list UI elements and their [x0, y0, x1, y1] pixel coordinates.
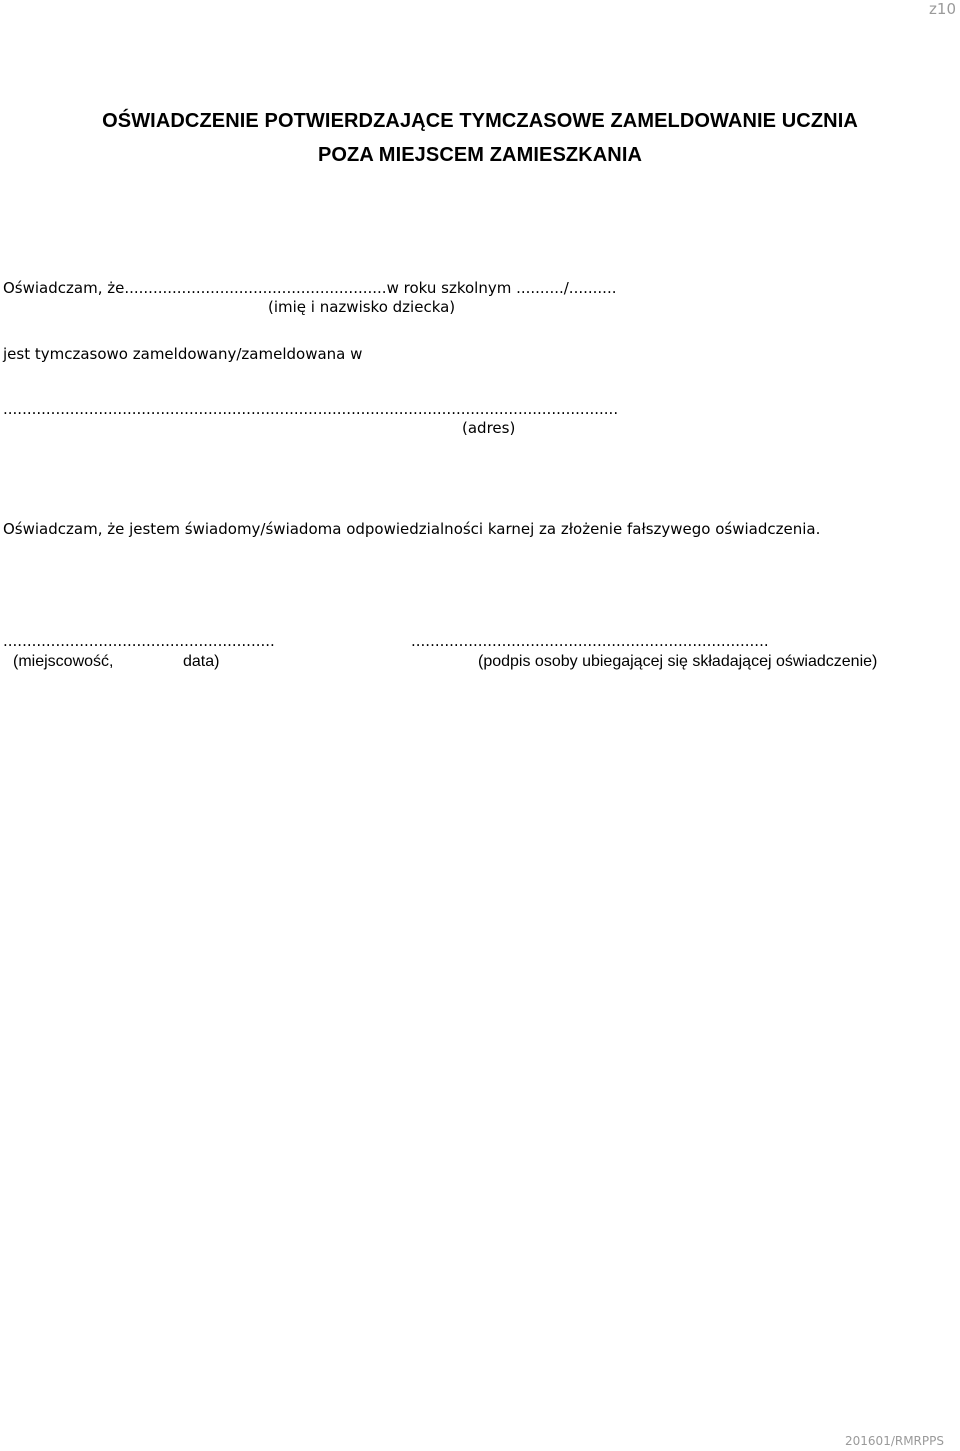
address-fill-line: .................................................................................................................................	[3, 400, 619, 418]
place-date-fill-line: .........................................................	[3, 632, 275, 650]
statement-registered-line: jest tymczasowo zameldowany/zameldowana w	[3, 345, 363, 363]
footer-code: 201601/RMRPPS	[845, 1434, 944, 1448]
caption-child-name: (imię i nazwisko dziecka)	[268, 298, 456, 316]
signature-fill-line: ...........................................................................	[411, 632, 769, 650]
caption-place: (miejscowość,	[13, 653, 114, 670]
caption-address: (adres)	[462, 419, 516, 437]
statement-child-name-line: Oświadczam, że.......................................................w roku szkolnym ........../..........	[3, 279, 617, 297]
liability-declaration: Oświadczam, że jestem świadomy/świadoma odpowiedzialności karnej za złożenie fałszywego oświadczenia.	[3, 520, 821, 538]
document-title-line-2: POZA MIEJSCEM ZAMIESZKANIA	[317, 144, 643, 166]
caption-date: data)	[183, 653, 220, 670]
document-title-line-1: OŚWIADCZENIE POTWIERDZAJĄCE TYMCZASOWE ZAMELDOWANIE UCZNIA	[102, 110, 858, 132]
caption-signature: (podpis osoby ubiegającej się składającej oświadczenie)	[478, 653, 878, 670]
page-code: z10	[929, 0, 956, 18]
